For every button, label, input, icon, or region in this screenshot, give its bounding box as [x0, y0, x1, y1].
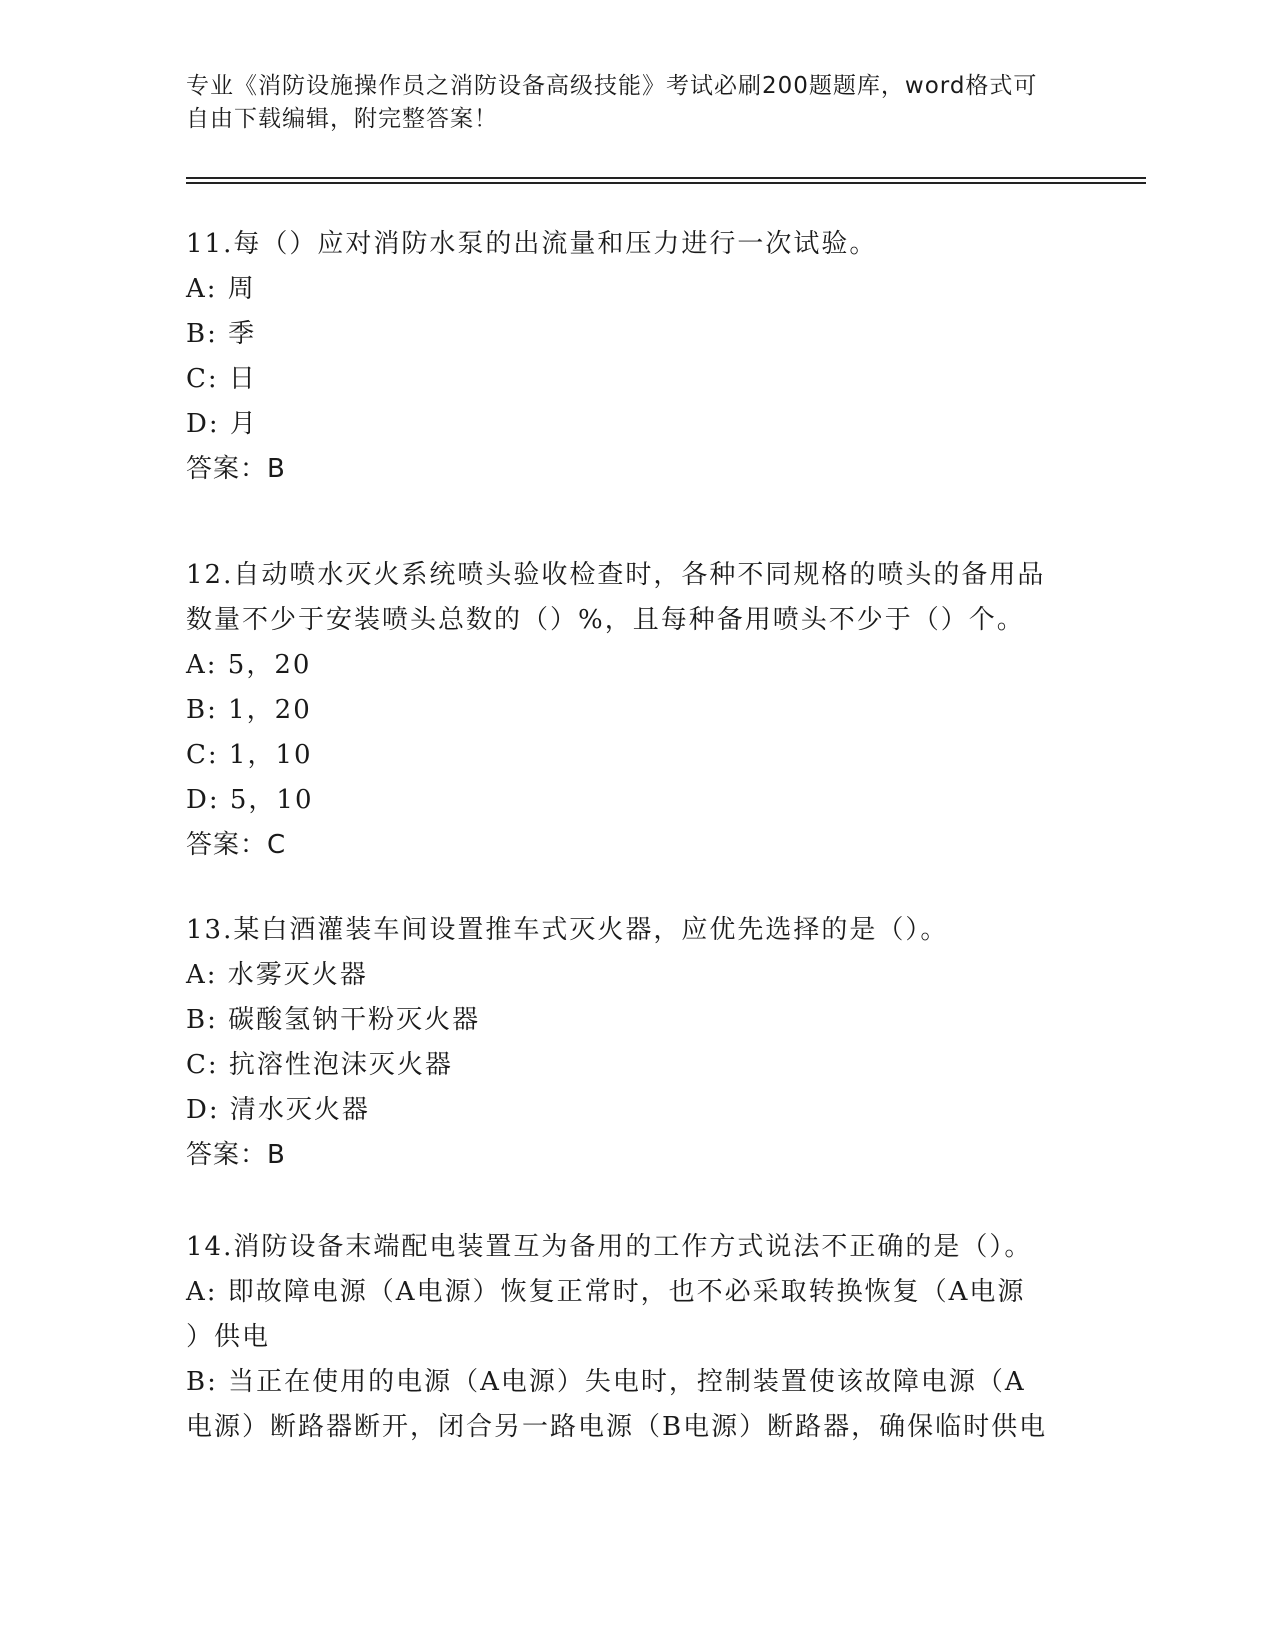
option-c: C: 抗溶性泡沫灭火器 [186, 1050, 453, 1080]
answer-line: 答案：B [186, 454, 286, 484]
option-a: A: 水雾灭火器 [186, 960, 368, 990]
document-header [186, 70, 1066, 136]
option-b-continued: 电源）断路器断开，闭合另一路电源（B电源）断路器，确保临时供电 [186, 1412, 1048, 1442]
option-d: D: 月 [186, 409, 258, 439]
question-stem-continued: 数量不少于安装喷头总数的（）%，且每种备用喷头不少于（）个。 [186, 605, 1025, 635]
option-b: B: 1，20 [186, 695, 312, 725]
option-a: A: 周 [186, 274, 256, 304]
question-stem: 11.每（）应对消防水泵的出流量和压力进行一次试验。 [186, 229, 878, 259]
option-c: C: 日 [186, 364, 257, 394]
question-stem: 13.某白酒灌装车间设置推车式灭火器，应优先选择的是（）。 [186, 915, 949, 945]
question-stem: 12.自动喷水灭火系统喷头验收检查时，各种不同规格的喷头的备用品 [186, 560, 1046, 590]
option-b: B: 碳酸氢钠干粉灭火器 [186, 1005, 481, 1035]
answer-line: 答案：B [186, 1140, 286, 1170]
header-divider-top [186, 177, 1146, 179]
option-d: D: 5，10 [186, 785, 314, 815]
header-divider-bottom [186, 182, 1146, 184]
question-13 [186, 908, 1086, 1178]
option-c: C: 1，10 [186, 740, 313, 770]
header-line-2: 自由下载编辑，附完整答案！ [186, 106, 498, 132]
option-b: B: 季 [186, 319, 257, 349]
answer-line: 答案：C [186, 830, 287, 860]
option-b: B: 当正在使用的电源（A电源）失电时，控制装置使该故障电源（A [186, 1367, 1026, 1397]
option-a: A: 5，20 [186, 650, 312, 680]
question-14 [186, 1225, 1086, 1450]
option-a-continued: ）供电 [186, 1322, 271, 1352]
question-11 [186, 222, 1086, 492]
question-12 [186, 553, 1086, 868]
option-a: A: 即故障电源（A电源）恢复正常时，也不必采取转换恢复（A电源 [186, 1277, 1026, 1307]
question-stem: 14.消防设备末端配电装置互为备用的工作方式说法不正确的是（）。 [186, 1232, 1033, 1262]
option-d: D: 清水灭火器 [186, 1095, 370, 1125]
header-line-1: 专业《消防设施操作员之消防设备高级技能》考试必刷200题题库，word格式可 [186, 73, 1038, 99]
